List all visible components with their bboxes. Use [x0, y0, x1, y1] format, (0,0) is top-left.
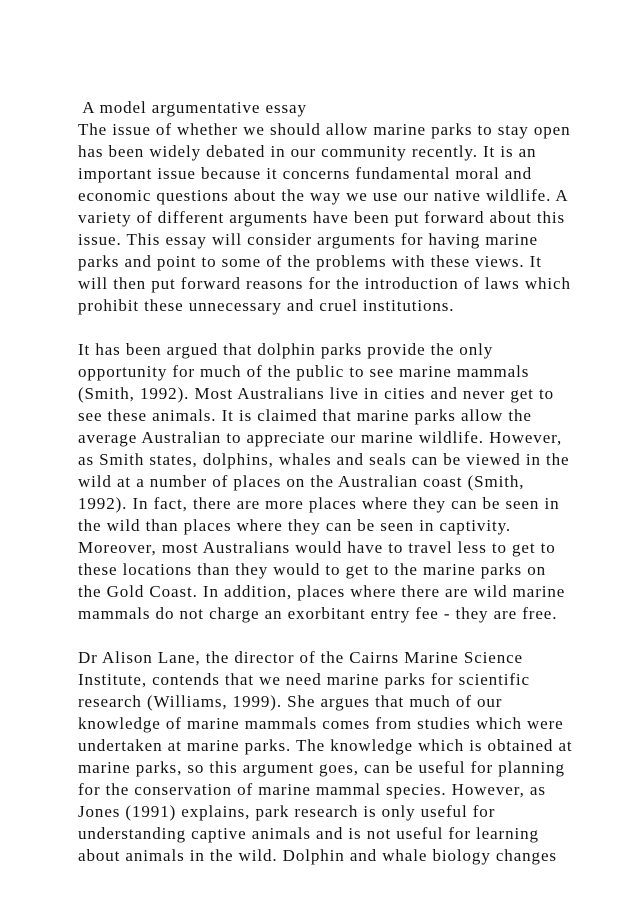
paragraph-1-line-8: will then put forward reasons for the introduction of laws which [78, 274, 571, 293]
paragraph-gap [78, 625, 618, 647]
paragraph-2-line-10: Moreover, most Australians would have to travel less to get to [78, 538, 556, 557]
paragraph-1-line-9: prohibit these unnecessary and cruel institutions. [78, 296, 455, 315]
paragraph-2-line-12: the Gold Coast. In addition, places where there are wild marine [78, 582, 566, 601]
paragraph-3-line-5: undertaken at marine parks. The knowledge which is obtained at [78, 736, 573, 755]
paragraph-3-line-3: research (Williams, 1999). She argues that much of our [78, 692, 503, 711]
paragraph-3-line-4: knowledge of marine mammals comes from studies which were [78, 714, 564, 733]
paragraph-1-line-6: issue. This essay will consider arguments for having marine [78, 230, 538, 249]
paragraph-1-line-4: economic questions about the way we use our native wildlife. A [78, 186, 569, 205]
paragraph-2-line-9: the wild than places where they can be seen in captivity. [78, 516, 512, 535]
paragraph-3-line-2: Institute, contends that we need marine parks for scientific [78, 670, 530, 689]
paragraph-2-line-2: opportunity for much of the public to see marine mammals [78, 362, 530, 381]
paragraph-1-line-5: variety of different arguments have been put forward about this [78, 208, 566, 227]
paragraph-2-line-13: mammals do not charge an exorbitant entry fee - they are free. [78, 604, 558, 623]
paragraph-1-line-3: important issue because it concerns fundamental moral and [78, 164, 532, 183]
paragraph-3-line-9: understanding captive animals and is not useful for learning [78, 824, 539, 843]
paragraph-2-line-1: It has been argued that dolphin parks provide the only [78, 340, 494, 359]
paragraph-3-line-1: Dr Alison Lane, the director of the Cairns Marine Science [78, 648, 524, 667]
paragraph-2-line-5: average Australian to appreciate our marine wildlife. However, [78, 428, 563, 447]
paragraph-1-line-2: has been widely debated in our community recently. It is an [78, 142, 537, 161]
paragraph-1-line-7: parks and point to some of the problems with these views. It [78, 252, 542, 271]
essay-title: A model argumentative essay [78, 98, 307, 117]
paragraph-2-line-7: wild at a number of places on the Australian coast (Smith, [78, 472, 525, 491]
paragraph-3-line-10: about animals in the wild. Dolphin and whale biology changes [78, 846, 557, 865]
paragraph-1-line-1: The issue of whether we should allow marine parks to stay open [78, 120, 571, 139]
paragraph-3-line-8: Jones (1991) explains, park research is only useful for [78, 802, 496, 821]
essay-body [78, 97, 618, 867]
paragraph-gap [78, 317, 618, 339]
paragraph-2-line-4: see these animals. It is claimed that marine parks allow the [78, 406, 532, 425]
paragraph-2-line-3: (Smith, 1992). Most Australians live in cities and never get to [78, 384, 554, 403]
paragraph-2-line-8: 1992). In fact, there are more places where they can be seen in [78, 494, 560, 513]
paragraph-3-line-7: for the conservation of marine mammal species. However, as [78, 780, 546, 799]
paragraph-2-line-11: these locations than they would to get to the marine parks on [78, 560, 546, 579]
paragraph-3-line-6: marine parks, so this argument goes, can be useful for planning [78, 758, 565, 777]
paragraph-2-line-6: as Smith states, dolphins, whales and seals can be viewed in the [78, 450, 570, 469]
